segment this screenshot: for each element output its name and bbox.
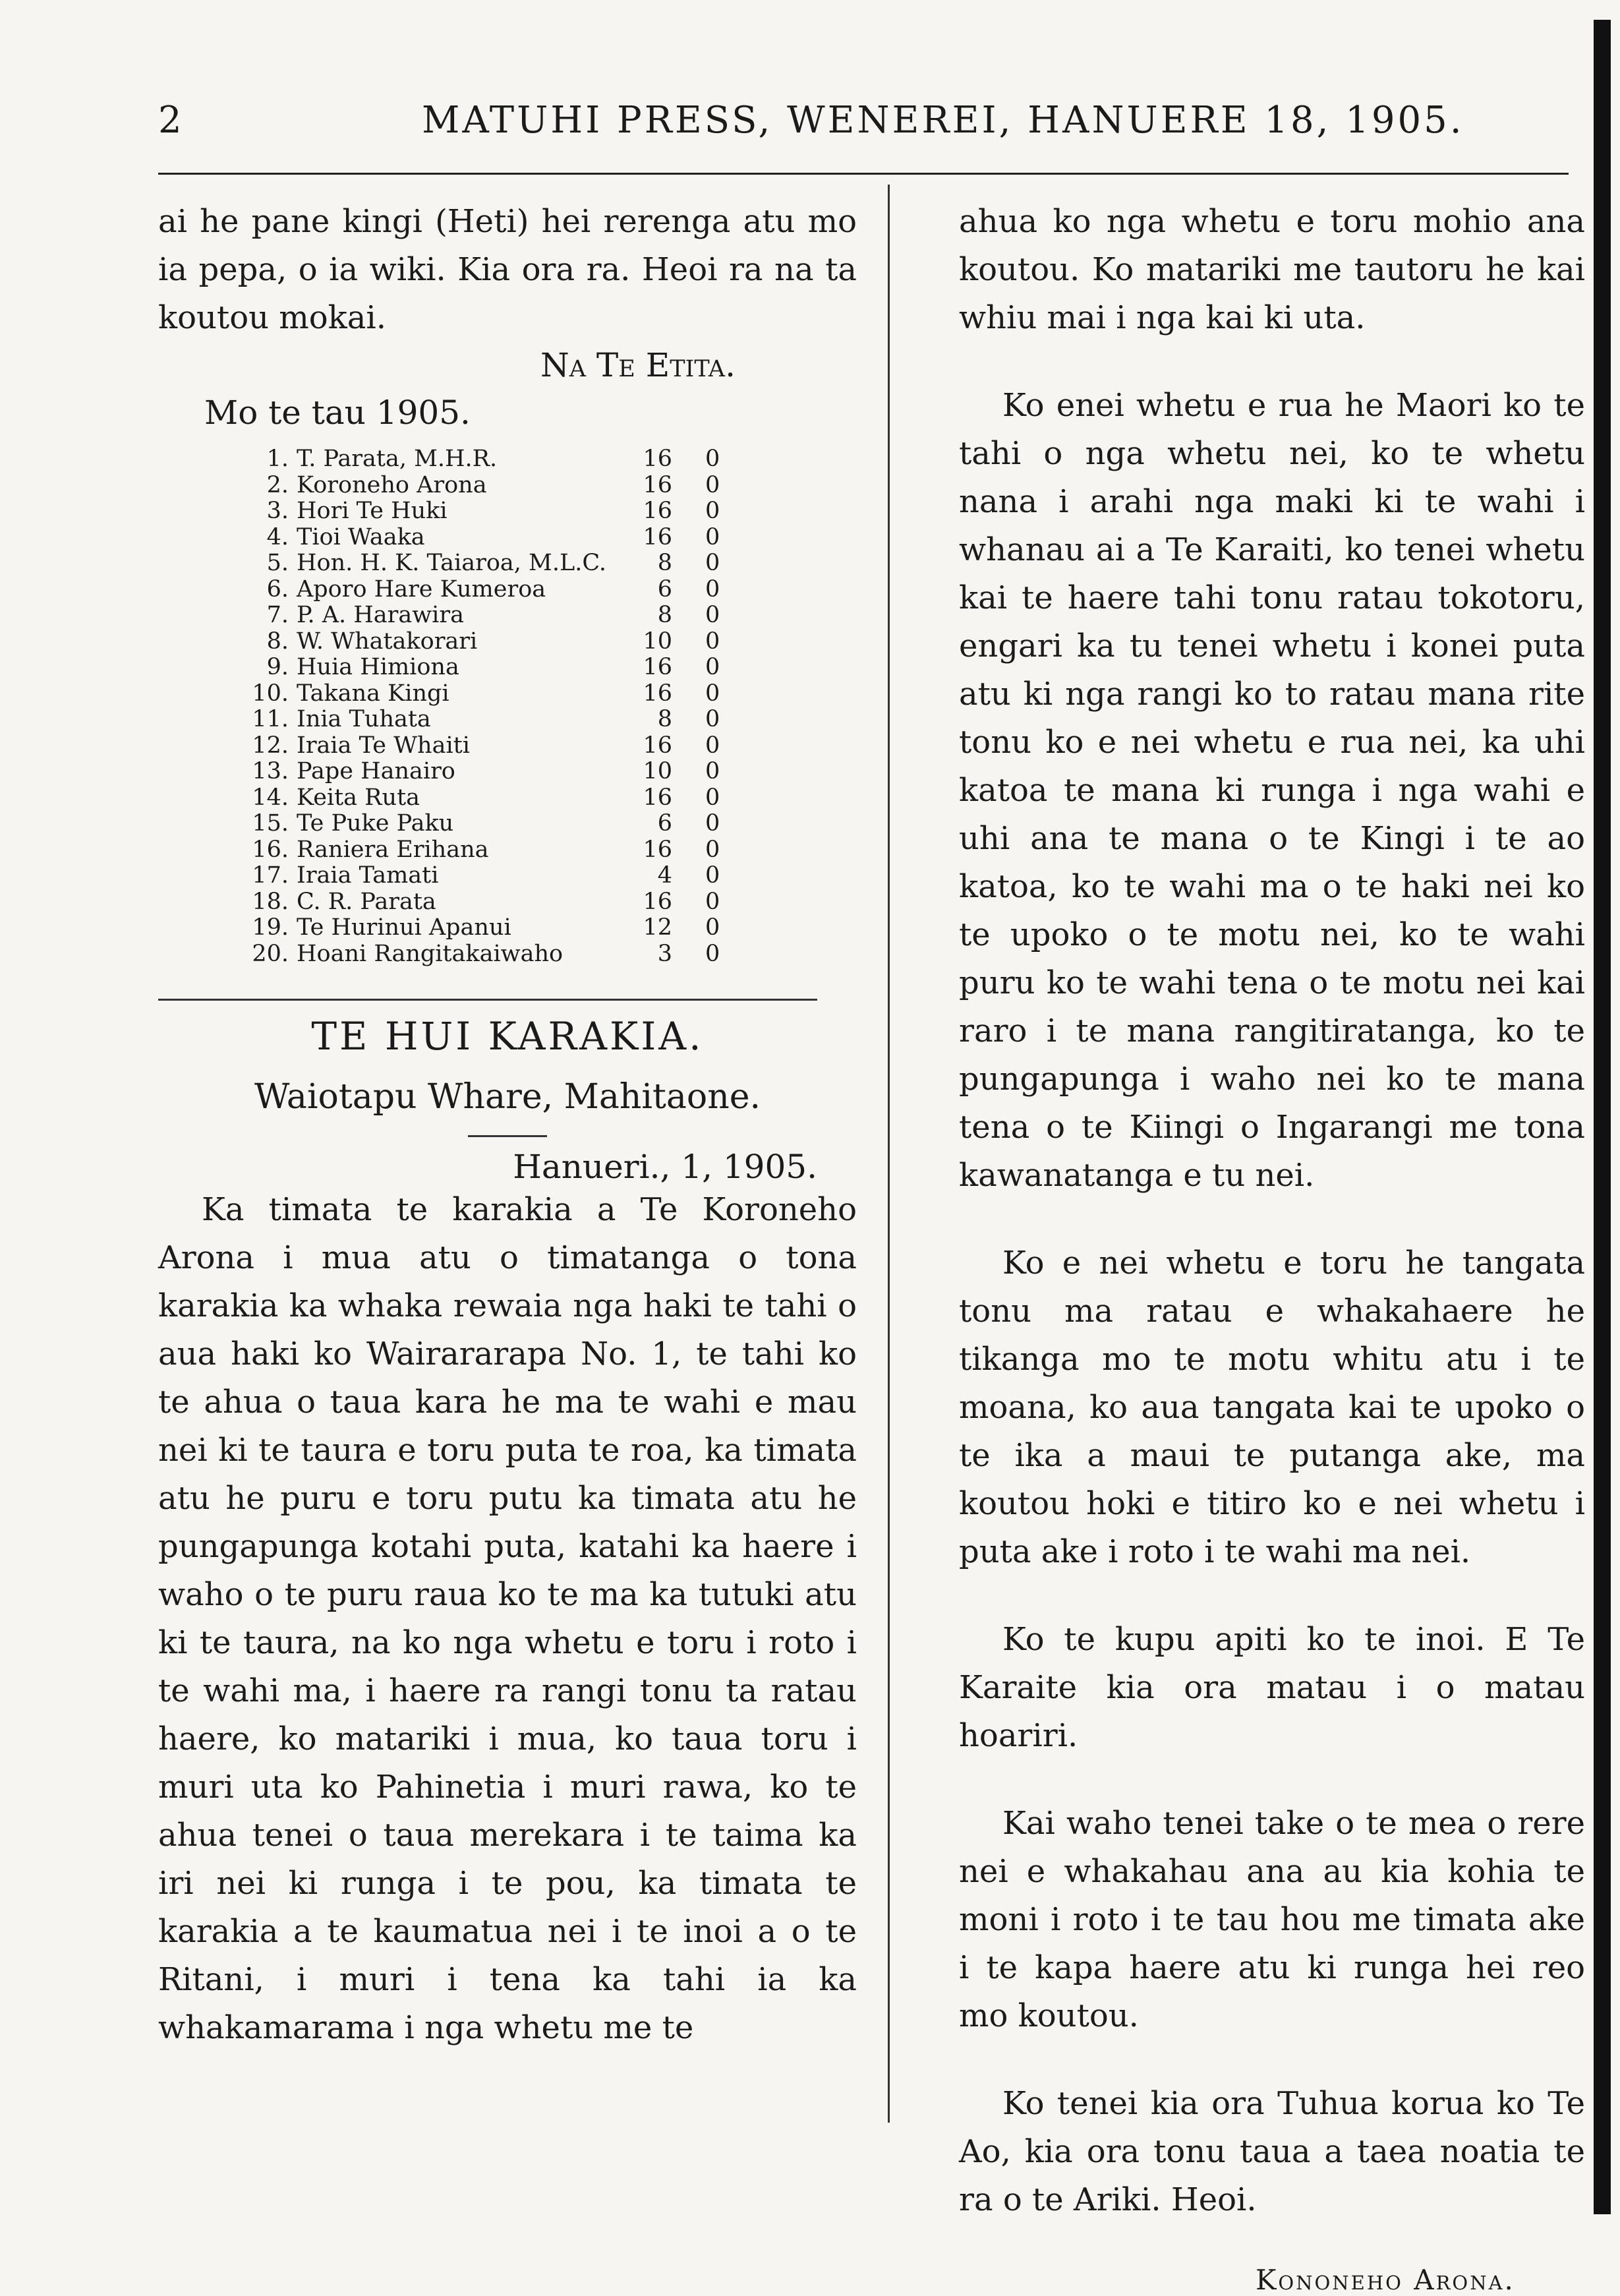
subscriber-name: T. Parata, M.H.R. <box>297 446 498 472</box>
subscriber-name: Keita Ruta <box>297 784 420 811</box>
subscription-amount: 4 <box>657 862 672 889</box>
subscription-pence: 0 <box>705 575 720 603</box>
list-item <box>244 629 758 655</box>
list-number: 17. <box>252 862 289 889</box>
list-number: 3. <box>266 498 289 524</box>
subscription-amount: 6 <box>657 575 672 603</box>
page-edge-bar <box>1594 20 1611 2214</box>
subscription-amount: 16 <box>643 732 672 759</box>
section-subtitle: Waiotapu Whare, Mahitaone. <box>254 1077 761 1117</box>
subscription-amount: 16 <box>643 471 672 498</box>
subscription-pence: 0 <box>705 758 720 784</box>
subscriber-name: Raniera Erihana <box>297 836 489 863</box>
list-number: 1. <box>266 446 289 472</box>
subscription-pence: 0 <box>705 550 720 576</box>
subscription-pence: 0 <box>705 732 720 759</box>
subscriber-name: Hori Te Huki <box>297 498 448 524</box>
article-paragraph: Ko tenei kia ora Tuhua koruа ko Te Ao, kia ora tonu taua a taea noatia te ra o te Ariki. Heoi. <box>959 2085 1585 2218</box>
subscriber-name: Huia Himiona <box>297 654 459 680</box>
subscriber-name: Hoani Rangitakaiwaho <box>297 940 564 967</box>
left-column <box>158 198 857 2052</box>
subscriber-name: Pape Hanairo <box>297 758 455 784</box>
list-item <box>244 655 758 681</box>
section-divider <box>158 999 817 1001</box>
article-paragraph: Kai waho tenei take o te mea o rere nei e whakahau ana au kia kohia te moni i roto i te tau hou me timata ake i te kapa haere atu ki runga hei reo mo koutou. <box>959 1805 1585 2034</box>
list-item <box>244 915 758 941</box>
subscription-amount: 16 <box>643 523 672 550</box>
editor-signoff: Na Te Etita. <box>540 346 736 384</box>
subscription-pence: 0 <box>705 523 720 550</box>
subscription-amount: 8 <box>657 550 672 576</box>
list-number: 5. <box>266 550 289 576</box>
subscription-amount: 16 <box>643 888 672 915</box>
subscription-amount: 16 <box>643 784 672 811</box>
article-paragraph: ahua ko nga whetu e toru mohio ana koutou. Ko matariki me tautoru he kai whiu mai i nga kai ki uta. <box>959 203 1585 336</box>
subscription-amount: 12 <box>643 914 672 941</box>
column-divider <box>888 185 890 2123</box>
header-rule <box>158 173 1569 175</box>
subscriber-name: Te Puke Paku <box>297 810 454 837</box>
article-body: Ka timata te karakia a Te Koroneho Arona i mua atu o timatanga o tona karakia ka whaka rewaia nga haki te tahi o aua haki ko Wairararapa No. 1, te tahi ko te ahua o taua kara he ma te wahi e mau nei ki te taura e toru puta te roa, ka timata atu he puru e toru putu ka timata atu he pungapunga kotahi puta, katahi ka haere i waho o te puru raua ko te ma ka tutuki atu ki te taura, na ko nga whetu e toru i roto i te wahi ma, i haere ra rangi tonu ta ratau haere, ko matariki i mua, ko taua toru i muri uta ko Pahinetia i muri rawa, ko te ahua tenei o taua merekara i te taima ka iri nei ki runga i te pou, ka timata te karakia a te kaumatua nei i te inoi a o te Ritani, i muri i tena ka tahi ia ka whakamarama i nga whetu me te <box>158 1191 857 2046</box>
list-number: 11. <box>252 706 289 732</box>
list-number: 4. <box>266 523 289 550</box>
list-item <box>244 525 758 551</box>
subscription-pence: 0 <box>705 680 720 707</box>
subscriber-name: Tioi Waaka <box>297 523 425 550</box>
list-item <box>244 863 758 889</box>
subscriber-name: W. Whatakorari <box>297 628 478 655</box>
subscriber-name: Aporo Hare Kumeroa <box>297 575 546 603</box>
list-item <box>244 446 758 473</box>
subscriber-list <box>244 446 758 967</box>
list-number: 13. <box>252 758 289 784</box>
list-number: 8. <box>266 628 289 655</box>
list-item <box>244 681 758 707</box>
subscription-pence: 0 <box>705 836 720 863</box>
subscription-amount: 10 <box>643 758 672 784</box>
list-number: 7. <box>266 602 289 628</box>
subscription-amount: 3 <box>657 940 672 967</box>
subscription-amount: 10 <box>643 628 672 655</box>
subscription-amount: 16 <box>643 498 672 524</box>
subscription-amount: 16 <box>643 654 672 680</box>
subscription-pence: 0 <box>705 940 720 967</box>
list-item <box>244 498 758 525</box>
subscription-pence: 0 <box>705 810 720 837</box>
subscriber-name: Hon. H. K. Taiaroa, M.L.C. <box>297 550 607 576</box>
subscription-pence: 0 <box>705 471 720 498</box>
subscription-pence: 0 <box>705 888 720 915</box>
subscription-amount: 6 <box>657 810 672 837</box>
intro-paragraph: ai he pane kingi (Heti) hei rerenga atu mo ia pepa, o ia wiki. Kia ora ra. Heoi ra na ta koutou mokai. <box>158 203 857 336</box>
subscription-amount: 16 <box>643 680 672 707</box>
subscription-amount: 8 <box>657 706 672 732</box>
subscriber-name: Te Hurinui Apanui <box>297 914 511 941</box>
subscription-pence: 0 <box>705 446 720 472</box>
page-header <box>158 99 1555 158</box>
subscriber-name: Koroneho Arona <box>297 471 487 498</box>
list-item <box>244 733 758 759</box>
list-item <box>244 759 758 785</box>
newspaper-masthead: MATUHI PRESS, WENEREI, HANUERE 18, 1905. <box>422 99 1464 142</box>
list-number: 16. <box>252 836 289 863</box>
list-item <box>244 473 758 499</box>
subscription-pence: 0 <box>705 706 720 732</box>
list-number: 12. <box>252 732 289 759</box>
subscriber-name: Iraia Tamati <box>297 862 439 889</box>
dateline: Hanueri., 1, 1905. <box>513 1148 817 1186</box>
list-item <box>244 785 758 811</box>
subscription-pence: 0 <box>705 602 720 628</box>
list-number: 19. <box>252 914 289 941</box>
list-number: 18. <box>252 888 289 915</box>
list-item <box>244 707 758 733</box>
right-column <box>959 198 1585 2296</box>
subscriber-name: Takana Kingi <box>297 680 449 707</box>
list-item <box>244 577 758 603</box>
subscriber-name: Inia Tuhata <box>297 706 431 732</box>
article-paragraph: Ko e nei whetu e toru he tangata tonu ma ratau e whakahaere he tikanga mo te motu whitu atu i te moana, ko aua tangata kai te upoko o te ika a maui te putanga ake, ma koutou hoki e titiro ko e nei whetu i puta ake i roto i te wahi ma nei. <box>959 1245 1585 1570</box>
article-paragraph: Ko enei whetu e rua he Maori ko te tahi o nga whetu nei, ko te whetu nana i arahi nga maki ki te wahi i whanau ai a Te Karaiti, ko tenei whetu kai te haere tahi tonu ratau tokotoru, engari ka tu tenei whetu i konei puta atu ki nga rangi ko to ratau mana rite tonu ko e nei whetu e rua nei, ka uhi katoa te mana ki runga i nga wahi e uhi ana te mana o te Kingi i te ao katoa, ko te wahi ma o te haki nei ko te upoko o te motu nei, ko te wahi puru ko te wahi tena o te motu nei kai raro i te mana rangitiratanga, ko te pungapunga i waho nei ko te mana tena o te Kiingi o Ingarangi me tona kawanatanga e tu nei. <box>959 387 1585 1194</box>
author-signature: Kononeho Arona. <box>1256 2264 1515 2296</box>
list-number: 14. <box>252 784 289 811</box>
list-number: 20. <box>252 940 289 967</box>
list-item <box>244 941 758 968</box>
page-number: 2 <box>158 99 182 142</box>
section-title: TE HUI KARAKIA. <box>311 1014 704 1059</box>
list-item <box>244 837 758 864</box>
list-number: 10. <box>252 680 289 707</box>
list-item <box>244 550 758 577</box>
list-item <box>244 889 758 916</box>
subscription-pence: 0 <box>705 914 720 941</box>
list-item <box>244 811 758 837</box>
list-number: 2. <box>266 471 289 498</box>
subscription-pence: 0 <box>705 784 720 811</box>
subscription-amount: 16 <box>643 446 672 472</box>
subscription-pence: 0 <box>705 498 720 524</box>
subscription-pence: 0 <box>705 654 720 680</box>
list-number: 15. <box>252 810 289 837</box>
subscriber-name: P. A. Harawira <box>297 602 464 628</box>
year-heading: Mo te tau 1905. <box>204 394 471 432</box>
subscription-amount: 8 <box>657 602 672 628</box>
list-item <box>244 603 758 629</box>
short-rule <box>468 1135 547 1137</box>
subscriber-name: Iraia Te Whaiti <box>297 732 470 759</box>
article-paragraph: Ko te kupu apiti ko te inoi. E Te Karaite kia ora matau i o matau hoariri. <box>959 1621 1585 1754</box>
subscription-pence: 0 <box>705 862 720 889</box>
subscription-pence: 0 <box>705 628 720 655</box>
subscriber-name: C. R. Parata <box>297 888 436 915</box>
list-number: 9. <box>266 654 289 680</box>
list-number: 6. <box>266 575 289 603</box>
subscription-amount: 16 <box>643 836 672 863</box>
